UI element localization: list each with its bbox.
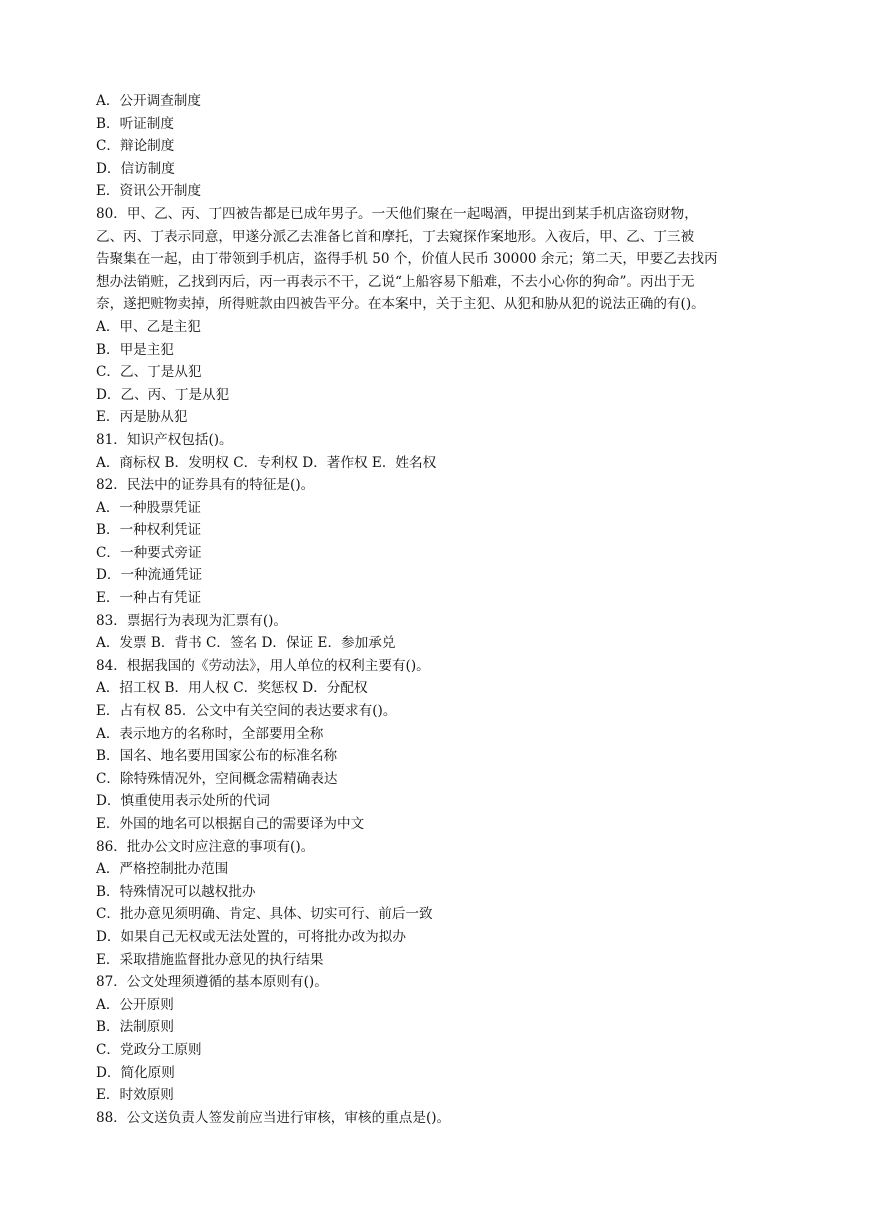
option-79-c: C．辩论制度 [96, 138, 175, 155]
options-84-row-1: A．招工权 B．用人权 C．奖惩权 D．分配权 [96, 680, 368, 697]
option-85-e: E．外国的地名可以根据自己的需要译为中文 [96, 816, 365, 832]
question-83: 83．票据行为表现为汇票有()。 [96, 612, 288, 629]
option-79-b: B．听证制度 [96, 115, 174, 132]
option-82-b: B．一种权利凭证 [96, 522, 202, 539]
option-85-d: D．慎重使用表示处所的代词 [96, 793, 271, 810]
option-87-c: C．党政分工原则 [96, 1041, 202, 1058]
question-87: 87．公文处理须遵循的基本原则有()。 [96, 974, 328, 991]
option-87-a: A．公开原则 [96, 996, 174, 1013]
question-80-line-4: 想办法销赃，乙找到丙后，丙一再表示不干，乙说“上船容易下船难，不去小心你的狗命”。丙出于无 [96, 273, 695, 290]
question-84: 84．根据我国的《劳动法》，用人单位的权利主要有()。 [96, 657, 430, 674]
option-85-c: C．除特殊情况外，空间概念需精确表达 [96, 770, 338, 787]
options-84-row-2-question-85: E．占有权 85．公文中有关空间的表达要求有()。 [96, 703, 397, 720]
option-82-d: D．一种流通凭证 [96, 567, 203, 584]
option-87-d: D．简化原则 [96, 1064, 175, 1081]
options-83: A．发票 B．背书 C．签名 D．保证 E．参加承兑 [96, 635, 396, 652]
option-87-b: B．法制原则 [96, 1019, 174, 1036]
option-80-a: A．甲、乙是主犯 [96, 318, 201, 335]
option-80-d: D．乙、丙、丁是从犯 [96, 386, 230, 403]
option-82-c: C．一种要式旁证 [96, 544, 202, 561]
question-82: 82．民法中的证券具有的特征是()。 [96, 477, 315, 494]
question-88: 88．公文送负责人签发前应当进行审核，审核的重点是()。 [96, 1109, 451, 1126]
document-page [96, 90, 786, 1129]
question-81: 81．知识产权包括()。 [96, 431, 233, 448]
question-80-line-2: 乙、丙、丁表示同意，甲遂分派乙去准备匕首和摩托，丁去窥探作案地形。入夜后，甲、乙、丁三被 [96, 228, 695, 245]
option-86-b: B．特殊情况可以越权批办 [96, 883, 256, 900]
option-86-a: A．严格控制批办范围 [96, 861, 229, 878]
option-80-e: E．丙是胁从犯 [96, 409, 188, 426]
option-86-d: D．如果自己无权或无法处置的，可将批办改为拟办 [96, 928, 406, 945]
question-80-line-5: 奈，遂把赃物卖掉，所得赃款由四被告平分。在本案中，关于主犯、从犯和胁从犯的说法正确的有()。 [96, 296, 705, 313]
option-86-e: E．采取措施监督批办意见的执行结果 [96, 951, 324, 968]
option-80-c: C．乙、丁是从犯 [96, 364, 202, 381]
question-80-line-3: 告聚集在一起，由丁带领到手机店，盗得手机 50 个，价值人民币 30000 余元；第二天，甲要乙去找丙 [96, 251, 718, 268]
option-86-c: C．批办意见须明确、肯定、具体、切实可行、前后一致 [96, 906, 433, 923]
option-82-e: E．一种占有凭证 [96, 590, 202, 607]
option-79-d: D．信访制度 [96, 160, 175, 177]
option-79-a: A．公开调查制度 [96, 93, 201, 109]
option-80-b: B．甲是主犯 [96, 341, 174, 358]
option-82-a: A．一种股票凭证 [96, 499, 201, 516]
options-81: A．商标权 B．发明权 C．专利权 D．著作权 E．姓名权 [96, 454, 437, 471]
question-86: 86．批办公文时应注意的事项有()。 [96, 838, 315, 855]
option-87-e: E．时效原则 [96, 1087, 174, 1104]
option-85-b: B．国名、地名要用国家公布的标准名称 [96, 748, 338, 765]
option-79-e: E．资讯公开制度 [96, 183, 202, 200]
option-85-a: A．表示地方的名称时，全部要用全称 [96, 725, 324, 742]
question-80-line-1: 80．甲、乙、丙、丁四被告都是已成年男子。一天他们聚在一起喝酒，甲提出到某手机店盗窃财物， [96, 205, 698, 222]
